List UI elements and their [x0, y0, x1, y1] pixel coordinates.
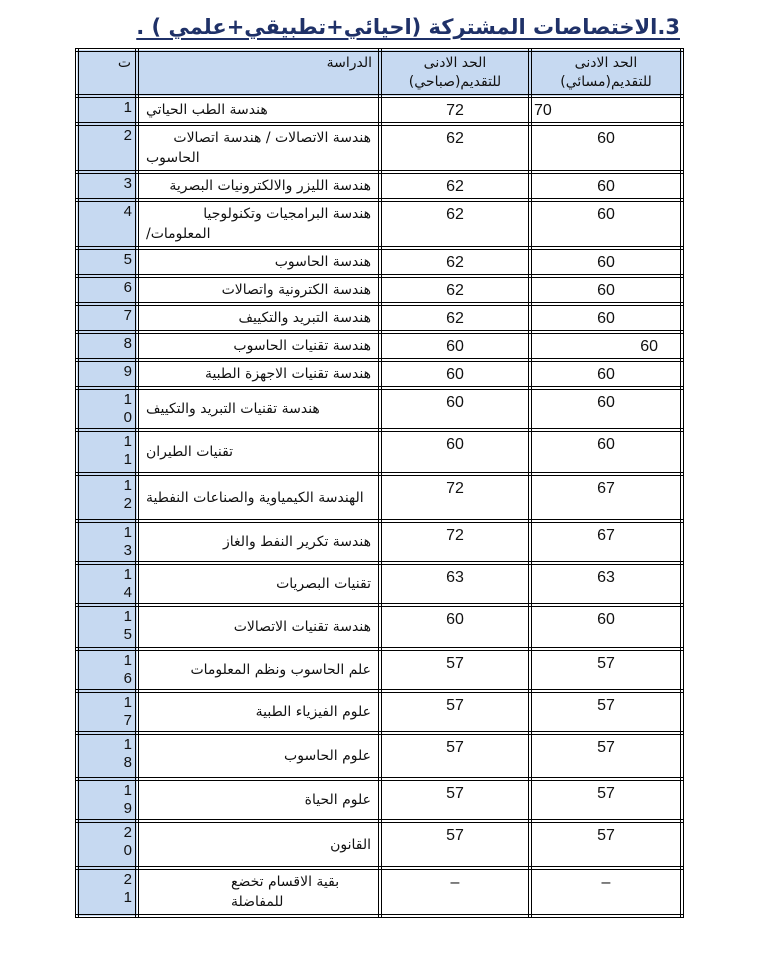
evening-minimum-cell: 60 — [530, 388, 682, 430]
row-number: 3 — [123, 175, 132, 192]
table-row — [77, 868, 682, 916]
morning-minimum-cell: 60 — [380, 332, 530, 360]
study-name-cell: تقنيات البصريات — [137, 563, 380, 605]
row-number: 10 — [123, 391, 132, 426]
evening-minimum-cell: – — [530, 868, 682, 916]
evening-minimum-cell: 63 — [530, 563, 682, 605]
row-number-cell — [77, 276, 137, 304]
study-name-cell: هندسة البرامجيات وتكنولوجيا المعلومات/ — [137, 200, 380, 248]
header-morning-minimum: الحد الادنى للتقديم(صباحي) — [380, 50, 530, 96]
evening-minimum-cell: 57 — [530, 649, 682, 691]
row-number: 20 — [123, 824, 132, 859]
row-number: 17 — [123, 694, 132, 729]
row-number: 16 — [123, 652, 132, 687]
morning-minimum-cell: 57 — [380, 821, 530, 868]
evening-minimum-cell: 60 — [530, 248, 682, 276]
evening-minimum-cell: 60 — [530, 430, 682, 474]
table-header-row — [77, 50, 682, 96]
evening-minimum-cell: 60 — [530, 124, 682, 172]
morning-minimum-cell: 62 — [380, 304, 530, 332]
study-name-cell: هندسة الليزر والالكترونيات البصرية — [137, 172, 380, 200]
table-row — [77, 248, 682, 276]
morning-minimum-cell: 60 — [380, 430, 530, 474]
row-number: 18 — [123, 736, 132, 771]
table-row — [77, 200, 682, 248]
study-name-cell: القانون — [137, 821, 380, 868]
header-row-number: ت — [77, 50, 137, 96]
morning-minimum-cell: 57 — [380, 733, 530, 779]
table-row — [77, 779, 682, 821]
evening-minimum-cell: 60 — [530, 605, 682, 649]
row-number: 19 — [123, 782, 132, 817]
evening-minimum-cell: 57 — [530, 779, 682, 821]
table-row — [77, 430, 682, 474]
evening-minimum-cell: 60 — [530, 276, 682, 304]
row-number-cell — [77, 304, 137, 332]
evening-minimum-cell: 60 — [530, 172, 682, 200]
row-number: 21 — [123, 871, 132, 906]
study-name-cell: تقنيات الطيران — [137, 430, 380, 474]
row-number-cell — [77, 360, 137, 388]
row-number-cell — [77, 779, 137, 821]
table-row — [77, 521, 682, 563]
morning-minimum-cell: 63 — [380, 563, 530, 605]
admission-minima-table — [75, 48, 684, 918]
study-name-cell: الهندسة الكيمياوية والصناعات النفطية — [137, 474, 380, 521]
row-number: 1 — [123, 99, 132, 116]
row-number-cell — [77, 430, 137, 474]
study-name-cell: هندسة التبريد والتكييف — [137, 304, 380, 332]
row-number-cell — [77, 691, 137, 733]
row-number-cell — [77, 96, 137, 124]
evening-minimum-cell: 57 — [530, 821, 682, 868]
row-number-cell — [77, 821, 137, 868]
row-number: 7 — [123, 307, 132, 324]
row-number: 2 — [123, 127, 132, 144]
row-number-cell — [77, 172, 137, 200]
study-name-cell: بقية الاقسام تخضع للمفاضلة — [137, 868, 380, 916]
row-number-cell — [77, 563, 137, 605]
row-number-cell — [77, 649, 137, 691]
page-title: 3.الاختصاصات المشتركة (احيائي+تطبيقي+علمي ) . — [136, 15, 680, 39]
table-row — [77, 733, 682, 779]
study-name-cell: هندسة تقنيات الاجهزة الطبية — [137, 360, 380, 388]
header-study: الدراسة — [137, 50, 380, 96]
row-number: 15 — [123, 608, 132, 643]
table-row — [77, 821, 682, 868]
table-row — [77, 474, 682, 521]
table-row — [77, 388, 682, 430]
morning-minimum-cell: 72 — [380, 96, 530, 124]
row-number-cell — [77, 124, 137, 172]
study-name-cell: هندسة تقنيات الحاسوب — [137, 332, 380, 360]
row-number-cell — [77, 521, 137, 563]
morning-minimum-cell: 62 — [380, 248, 530, 276]
table-row — [77, 124, 682, 172]
row-number: 14 — [123, 566, 132, 601]
row-number: 5 — [123, 251, 132, 268]
row-number-cell — [77, 474, 137, 521]
morning-minimum-cell: 62 — [380, 276, 530, 304]
study-name-cell: هندسة تقنيات التبريد والتكييف — [137, 388, 380, 430]
row-number: 8 — [123, 335, 132, 352]
row-number-cell — [77, 248, 137, 276]
study-name-cell: علوم الفيزياء الطبية — [137, 691, 380, 733]
morning-minimum-cell: 72 — [380, 474, 530, 521]
evening-minimum-cell: 60 — [530, 304, 682, 332]
row-number-cell — [77, 388, 137, 430]
row-number-cell — [77, 733, 137, 779]
evening-minimum-cell: 60 — [530, 200, 682, 248]
study-name-cell: علوم الحياة — [137, 779, 380, 821]
table-row — [77, 649, 682, 691]
table-row — [77, 304, 682, 332]
morning-minimum-cell: 62 — [380, 172, 530, 200]
table-row — [77, 276, 682, 304]
study-name-cell: علم الحاسوب ونظم المعلومات — [137, 649, 380, 691]
row-number: 13 — [123, 524, 132, 559]
morning-minimum-cell: 60 — [380, 360, 530, 388]
morning-minimum-cell: 60 — [380, 605, 530, 649]
document-page — [0, 13, 760, 973]
table-row — [77, 96, 682, 124]
evening-minimum-cell: 57 — [530, 733, 682, 779]
row-number-cell — [77, 200, 137, 248]
table-row — [77, 172, 682, 200]
header-evening-minimum: الحد الادنى للتقديم(مسائي) — [530, 50, 682, 96]
table-row — [77, 605, 682, 649]
row-number-cell — [77, 868, 137, 916]
morning-minimum-cell: 57 — [380, 649, 530, 691]
table-row — [77, 563, 682, 605]
morning-minimum-cell: 72 — [380, 521, 530, 563]
row-number: 6 — [123, 279, 132, 296]
evening-minimum-cell: 60 — [530, 332, 682, 360]
study-name-cell: هندسة تكرير النفط والغاز — [137, 521, 380, 563]
morning-minimum-cell: 62 — [380, 200, 530, 248]
study-name-cell: هندسة الحاسوب — [137, 248, 380, 276]
table-row — [77, 332, 682, 360]
morning-minimum-cell: – — [380, 868, 530, 916]
study-name-cell: هندسة الطب الحياتي — [137, 96, 380, 124]
evening-minimum-cell: 67 — [530, 521, 682, 563]
study-name-cell: علوم الحاسوب — [137, 733, 380, 779]
row-number-cell — [77, 332, 137, 360]
table-row — [77, 360, 682, 388]
evening-minimum-cell: 67 — [530, 474, 682, 521]
row-number: 9 — [123, 363, 132, 380]
study-name-cell: هندسة تقنيات الاتصالات — [137, 605, 380, 649]
study-name-cell: هندسة الاتصالات / هندسة اتصالات الحاسوب — [137, 124, 380, 172]
morning-minimum-cell: 60 — [380, 388, 530, 430]
evening-minimum-cell: 70 — [530, 96, 682, 124]
morning-minimum-cell: 57 — [380, 779, 530, 821]
morning-minimum-cell: 62 — [380, 124, 530, 172]
study-name-cell: هندسة الكترونية واتصالات — [137, 276, 380, 304]
table-row — [77, 691, 682, 733]
evening-minimum-cell: 57 — [530, 691, 682, 733]
evening-minimum-cell: 60 — [530, 360, 682, 388]
row-number-cell — [77, 605, 137, 649]
row-number: 11 — [123, 433, 132, 468]
morning-minimum-cell: 57 — [380, 691, 530, 733]
row-number: 4 — [123, 203, 132, 220]
row-number: 12 — [123, 477, 132, 512]
